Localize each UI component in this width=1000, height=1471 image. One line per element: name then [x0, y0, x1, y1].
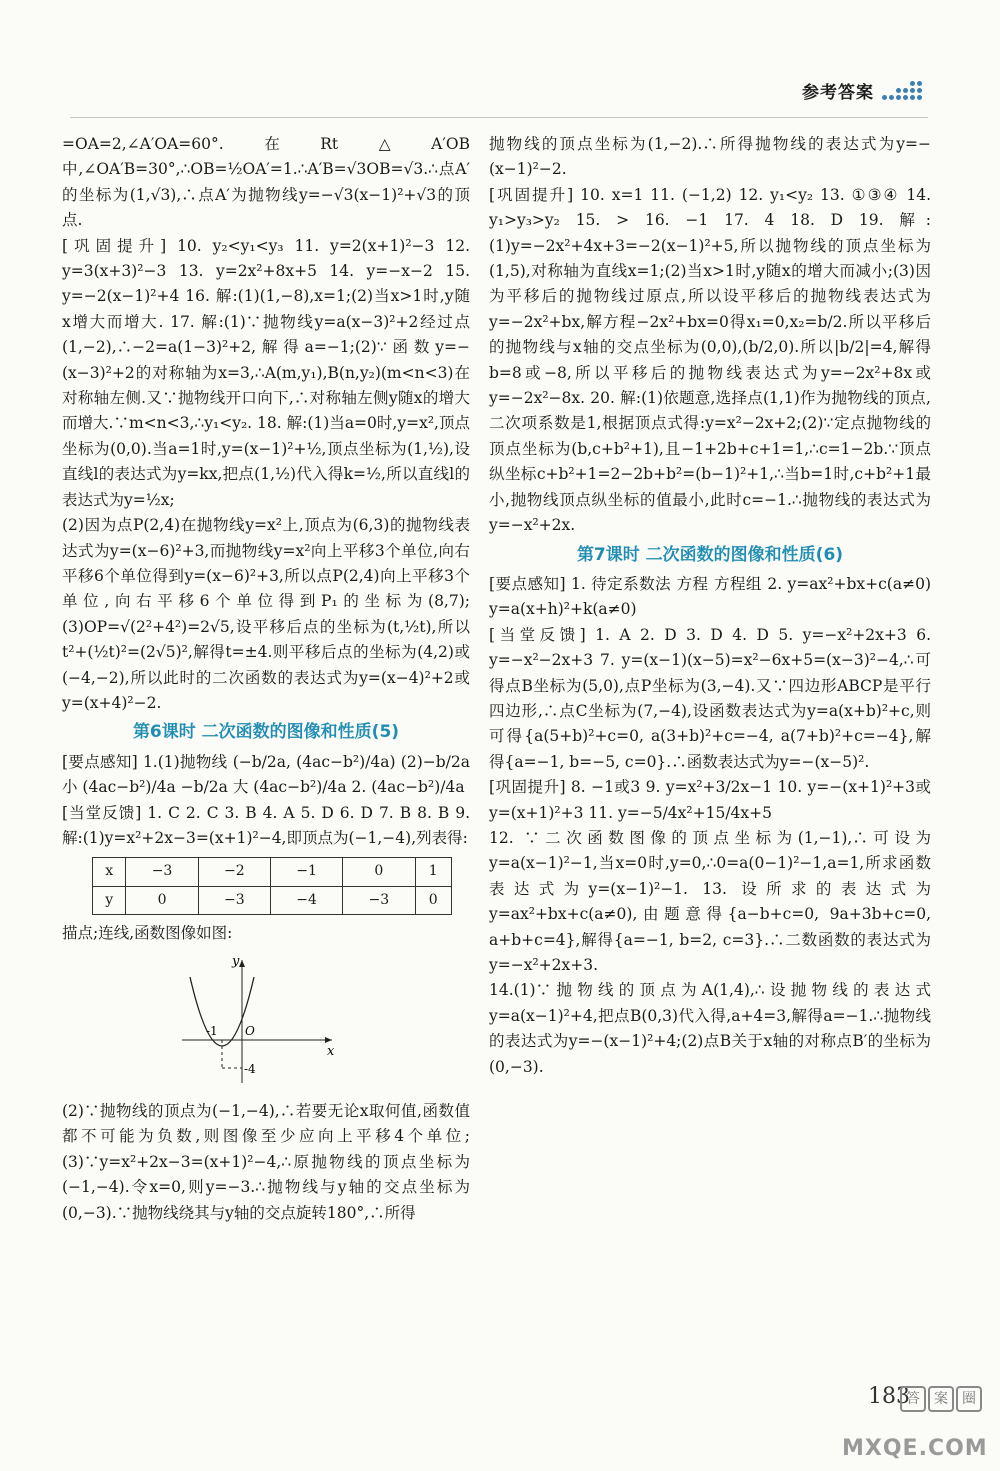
- right-paragraph: [要点感知] 1. 待定系数法 方程 方程组 2. y=ax²+bx+c(a≠0) y=a(x+h)²+k(a≠0): [489, 574, 931, 619]
- left-paragraph: 描点;连线,函数图像如图:: [62, 924, 233, 943]
- table-cell: 1: [415, 858, 451, 886]
- table-cell: 0: [415, 886, 451, 914]
- table-cell: −3: [198, 886, 270, 914]
- section-title-lesson-6: 第6课时 二次函数的图像和性质(5): [132, 722, 400, 743]
- left-paragraph: [要点感知] 1.(1)抛物线 (−b/2a, (4ac−b²)/4a) (2)−b/2a 小 (4ac−b²)/4a −b/2a 大 (4ac−b²)/4a 2. (4ac−b²)/4a: [62, 752, 470, 797]
- table-row: [93, 858, 452, 886]
- x-axis-label: x: [327, 1043, 335, 1059]
- left-column: [62, 132, 470, 1226]
- right-paragraph: [巩固提升] 10. x=1 11. (−1,2) 12. y₁<y₂ 13. ①③④ 14. y₁>y₃>y₂ 15. > 16. −1 17. 4 18. D 19. 解:(1)y=−2x²+4x+3=−2(x−1)²+5,所以抛物线的顶点坐标为(1,5),对称轴为直线x=1;(2)当x>1时,y随x的增大而减小;(3)因为平移后的抛物线过原点,所以设平移后的抛物线表达式为y=−2x²+bx,解方程−2x²+bx=0得x₁=0,x₂=b/2.所以平移后的抛物线与x轴的交点坐标为(0,0),(b/2,0).所以|b/2|=4,解得b=8或−8,所以平移后的抛物线表达式为y=−2x²+8x或y=−2x²−8x. 20. 解:(1)依题意,选择点(1,1)作为抛物线的顶点,二次项系数是1,根据顶点式得:y=x²−2x+2;(2)∵定点抛物线的顶点坐标为(b,c+b²+1),且−1+2b+c+1=1,∴c=1−2b.∵顶点纵坐标c+b²+1=2−2b+b²=(b−1)²+1,∴当b=1时,c+b²+1最小,抛物线顶点纵坐标的值最小,此时c=−1.∴抛物线的表达式为y=−x²+2x.: [489, 185, 931, 535]
- tick-label-neg4: -4: [244, 1061, 256, 1076]
- left-paragraph: =OA=2,∠A′OA=60°.在Rt△A′OB中,∠OA′B=30°,∴OB=½OA′=1.∴A′B=√3OB=√3.∴点A′的坐标为(1,√3),∴点A′为抛物线y=−√3(x−1)²+√3的顶点.: [62, 135, 470, 230]
- table-cell: 0: [343, 858, 415, 886]
- table-cell: x: [93, 858, 126, 886]
- right-paragraph: 抛物线的顶点坐标为(1,−2).∴所得抛物线的表达式为y=−(x−1)²−2.: [489, 135, 931, 179]
- value-table: [92, 857, 452, 915]
- table-row: [93, 886, 452, 914]
- right-paragraph: [巩固提升] 8. −1或3 9. y=x²+3/2x−1 10. y=−(x+1)²+3或y=(x+1)²+3 11. y=−5/4x²+15/4x+5: [489, 778, 931, 822]
- x-axis-arrow-icon: [325, 1037, 332, 1043]
- left-paragraph: [巩固提升] 10. y₂<y₁<y₃ 11. y=2(x+1)²−3 12. y=3(x+3)²−3 13. y=2x²+8x+5 14. y=−x−2 15. y=−2(x−1)²+4 16. 解:(1)(1,−8),x=1;(2)当x>1时,y随x增大而增大. 17. 解:(1)∵抛物线y=a(x−3)²+2经过点(1,−2),∴−2=a(1−3)²+2,解得a=−1;(2)∵函数y=−(x−3)²+2的对称轴为x=3,∴A(m,y₁),B(n,y₂)(m<n<3)在对称轴左侧.又∵抛物线开口向下,∴对称轴左侧y随x的增大而增大.∵m<n<3,∴y₁<y₂. 18. 解:(1)当a=0时,y=x²,顶点坐标为(0,0).当a=1时,y=(x−1)²+½,顶点坐标为(1,½),设直线l的表达式为y=kx,把点(1,½)代入得k=½,所以直线l的表达式为y=½x;: [62, 236, 470, 509]
- table-cell: −1: [270, 858, 342, 886]
- watermark-char: 案: [928, 1386, 954, 1412]
- right-column: [489, 132, 931, 1080]
- right-paragraph: 12. ∵二次函数图像的顶点坐标为(1,−1),∴可设为y=a(x−1)²−1,当x=0时,y=0,∴0=a(0−1)²−1,a=1,所求函数表达式为y=(x−1)²−1. 13. 设所求的表达式为y=ax²+bx+c(a≠0),由题意得{a−b+c=0, 9a+3b+c=0, a+b+c=4},解得{a=−1, b=2, c=3}.∴二数函数的表达式为y=−x²+2x+3.: [489, 828, 931, 974]
- page-header: [802, 78, 922, 103]
- left-paragraph: (2)因为点P(2,4)在抛物线y=x²上,顶点为(6,3)的抛物线表达式为y=(x−6)²+3,而抛物线y=x²向上平移3个单位,向右平移6个单位得到y=(x−6)²+3,所以点P(2,4)向上平移3个单位,向右平移6个单位得到P₁的坐标为(8,7);(3)OP=√(2²+4²)=2√5,设平移后点的坐标为(t,½t),所以t²+(½t)²=(2√5)²,解得t=±4.则平移后点的坐标为(4,2)或(−4,−2),所以此时的二次函数的表达式为y=(x−4)²+2或y=(x+4)²−2.: [62, 516, 470, 712]
- watermark-char: 答: [900, 1386, 926, 1412]
- header-rule: [70, 117, 928, 118]
- y-axis-label: y: [232, 954, 240, 969]
- watermark-char: 圈: [956, 1386, 982, 1412]
- table-cell: −4: [270, 886, 342, 914]
- table-cell: −3: [343, 886, 415, 914]
- table-cell: −2: [198, 858, 270, 886]
- watermark-logo: [900, 1386, 982, 1412]
- watermark-url: MXQE.COM: [842, 1436, 988, 1461]
- section-title-lesson-7: 第7课时 二次函数的图像和性质(6): [576, 544, 844, 565]
- left-paragraph: (2)∵抛物线的顶点为(−1,−4),∴若要无论x取何值,函数值都不可能为负数,则图像至少应向上平移4个单位;(3)∵y=x²+2x−3=(x+1)²−4,∴原抛物线的顶点坐标为(−1,−4).令x=0,则y=−3.∴抛物线与y轴的交点坐标为(0,−3).∵抛物线绕其与y轴的交点旋转180°,∴所得: [62, 1102, 470, 1222]
- decorative-dots-icon: [882, 81, 922, 100]
- origin-label: O: [245, 1023, 255, 1038]
- tick-label-neg1: -1: [206, 1023, 218, 1038]
- y-axis-arrow-icon: [239, 960, 245, 967]
- right-paragraph: 14.(1)∵抛物线的顶点为A(1,4),∴设抛物线的表达式y=a(x−1)²+4,把点B(0,3)代入得,a+4=3,解得a=−1.∴抛物线的表达式为y=−(x−1)²+4;(2)点B关于x轴的对称点B′的坐标为(0,−3).: [489, 981, 931, 1076]
- table-cell: 0: [126, 886, 198, 914]
- page-number: 183: [868, 1384, 910, 1409]
- right-paragraph: [当堂反馈] 1. A 2. D 3. D 4. D 5. y=−x²+2x+3 6. y=−x²−2x+3 7. y=(x−1)(x−5)=x²−6x+5=(x−3)²−4,∴可得点B坐标为(5,0),点P坐标为(3,−4).又∵四边形ABCP是平行四边形,∴点C坐标为(7,−4),设函数表达式为y=a(x+b)²+c,则可得{a(5+b)²+c=0, a(3+b)²+c=−4, a(7+b)²+c=−4},解得{a=−1, b=−5, c=0}.∴函数表达式为y=−(x−5)².: [489, 625, 931, 771]
- table-cell: −3: [126, 858, 198, 886]
- parabola-graph: [182, 955, 342, 1085]
- header-title: 参考答案: [802, 83, 874, 103]
- left-paragraph: [当堂反馈] 1. C 2. C 3. B 4. A 5. D 6. D 7. B 8. B 9. 解:(1)y=x²+2x−3=(x+1)²−4,即顶点为(−1,−4),列表得:: [62, 803, 470, 847]
- table-cell: y: [93, 886, 126, 914]
